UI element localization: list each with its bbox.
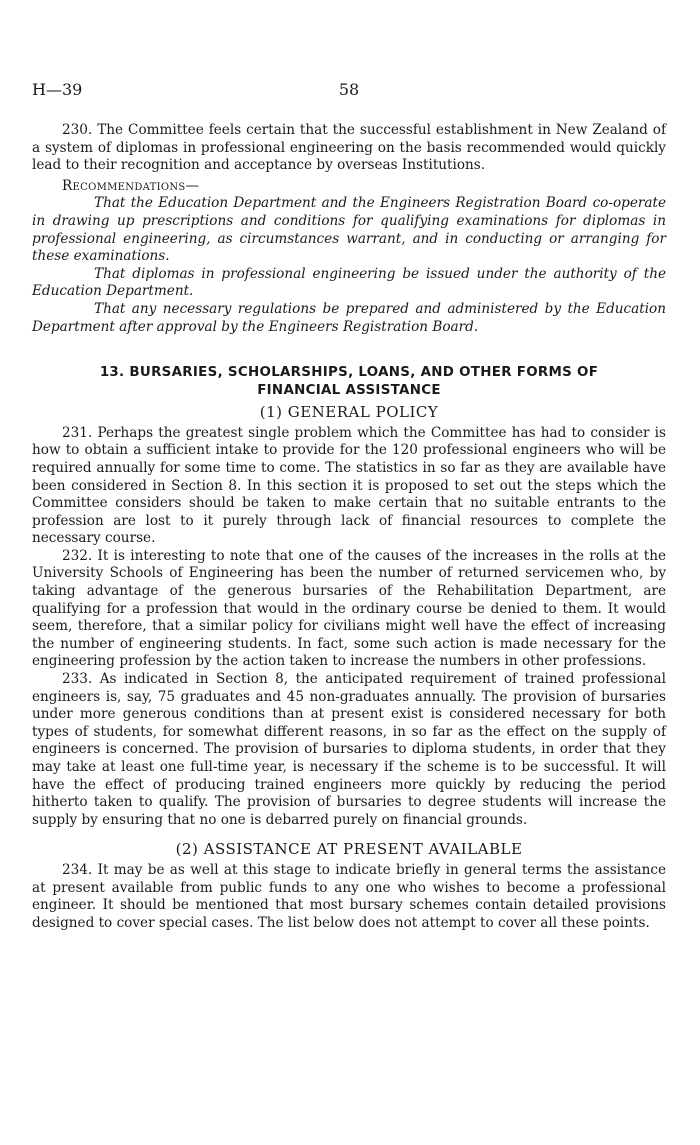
paragraph-230: 230. The Committee feels certain that the successful establishment in New Zealand of a system of diplomas in professional engineering on the basis recommended would quickly lead to their recognition and acceptance by overseas Institutions. <box>32 122 666 174</box>
section-13-title-line-1: 13. BURSARIES, SCHOLARSHIPS, LOANS, AND OTHER FORMS OF <box>99 365 599 381</box>
section-13-title <box>32 364 666 400</box>
recommendations-heading: Recommendations— <box>62 177 200 194</box>
document-reference: H—39 <box>32 80 83 99</box>
recommendation-1: That the Education Department and the Engineers Registration Board co-operate in drawing up prescriptions and conditions for qualifying examinations for diplomas in professional engineering, as circumstances warrant, and in conducting or arranging for these examinations. <box>32 195 666 265</box>
recommendation-2: That diplomas in professional engineering be issued under the authority of the Education Department. <box>32 265 666 300</box>
recommendation-3: That any necessary regulations be prepared and administered by the Education Department after approval by the Engineers Registration Board. <box>32 300 666 335</box>
paragraph-232: 232. It is interesting to note that one of the causes of the increases in the rolls at the University Schools of Engineering has been the number of returned servicemen who, by taking advantage of the generous bursaries of the Rehabilitation Department, are qualifying for a profession that would in the ordinary course be denied to them. It would seem, therefore, that a similar policy for civilians might well have the effect of increasing the number of engineering students. In fact, some such action is made necessary for the engineering profession by the action taken to increase the numbers in other professions. <box>32 547 666 670</box>
section-13-title-line-2: FINANCIAL ASSISTANCE <box>257 383 441 399</box>
page-body <box>32 122 666 932</box>
running-header <box>32 80 666 100</box>
paragraph-234: 234. It may be as well at this stage to indicate briefly in general terms the assistance at present available from public funds to any one who wishes to become a professional engineer. It should be mentioned that most bursary schemes contain detailed provisions designed to cover special cases. The list below does not attempt to cover all these points. <box>32 861 666 931</box>
page-number: 58 <box>338 80 360 99</box>
subsection-general-policy: (1) GENERAL POLICY <box>259 403 439 422</box>
paragraph-233: 233. As indicated in Section 8, the anticipated requirement of trained professional engineers is, say, 75 graduates and 45 non-graduates annually. The provision of bursaries under more generous conditions than at present exist is considered necessary for both types of students, for somewhat different reasons, in so far as the effect on the supply of engineers is concerned. The provision of bursaries to diploma students, in order that they may take at least one full-time year, is necessary if the scheme is to be successful. It will have the effect of producing trained engineers more quickly by reducing the period hitherto taken to qualify. The provision of bursaries to degree students will increase the supply by ensuring that no one is debarred purely on financial grounds. <box>32 671 666 828</box>
subsection-assistance-available: (2) ASSISTANCE AT PRESENT AVAILABLE <box>175 840 523 859</box>
paragraph-231: 231. Perhaps the greatest single problem which the Committee has had to consider is how to obtain a sufficient intake to provide for the 120 professional engineers who will be required annually for some time to come. The statistics in so far as they are available have been considered in Section 8. In this section it is proposed to set out the steps which the Committee considers should be taken to make certain that no suitable entrants to the profession are lost to it purely through lack of financial resources to complete the necessary course. <box>32 424 666 547</box>
